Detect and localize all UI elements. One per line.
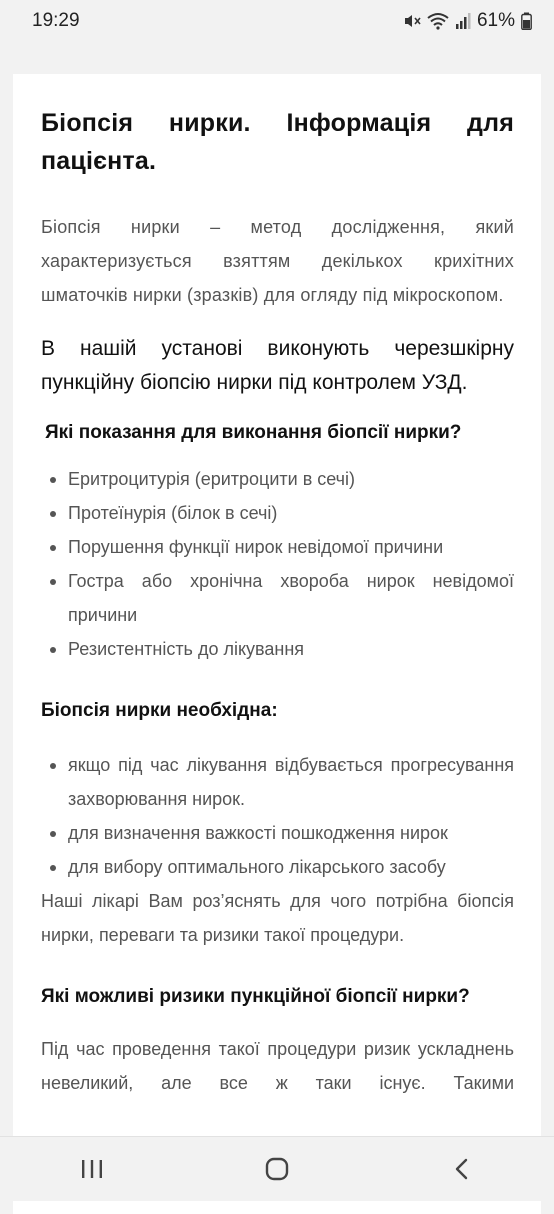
- back-icon: [452, 1157, 472, 1181]
- list-item: для визначення важкості пошкодження нирок: [41, 816, 514, 850]
- list-item: якщо під час лікування відбувається прогресування захворювання нирок.: [41, 748, 514, 816]
- list-item: Гостра або хронічна хвороба нирок невідомої причини: [41, 564, 514, 632]
- recent-apps-icon: [80, 1158, 104, 1180]
- necessary-heading: Біопсія нирки необхідна:: [41, 700, 278, 721]
- intro-paragraph: Біопсія нирки – метод дослідження, який характеризується взяттям декількох крихітних шматочків нирки (зразків) для огляду під мікроскопом.: [41, 217, 514, 305]
- list-item: для вибору оптимального лікарського засобу: [41, 850, 514, 884]
- risks-heading: Які можливі ризики пункційної біопсії нирки?: [41, 986, 470, 1007]
- mute-icon: [403, 12, 421, 30]
- doctors-paragraph: Наші лікарі Вам роз’яснять для чого потрібна біопсія нирки, переваги та ризики такої процедури.: [41, 891, 514, 945]
- lead-paragraph: В нашій установі виконують черезшкірну пункційну біопсію нирки під контролем УЗД.: [41, 337, 514, 394]
- back-button[interactable]: [422, 1137, 502, 1201]
- status-bar: [0, 0, 554, 42]
- battery-level: 61%: [476, 10, 515, 31]
- signal-icon: [455, 12, 471, 30]
- status-time: 19:29: [32, 10, 80, 31]
- battery-icon: [521, 12, 532, 30]
- indications-heading: Які показання для виконання біопсії нирки?: [45, 422, 462, 443]
- necessary-list: [41, 748, 514, 884]
- indications-list: [41, 462, 514, 666]
- article-title: Біопсія нирки. Інформація для пацієнта.: [41, 109, 514, 175]
- list-item: Еритроцитурія (еритроцити в сечі): [41, 462, 514, 496]
- status-icons: [403, 10, 532, 32]
- home-icon: [264, 1156, 290, 1182]
- list-item: Порушення функції нирок невідомої причини: [41, 530, 514, 564]
- list-item: Резистентність до лікування: [41, 632, 514, 666]
- list-item: Протеїнурія (білок в сечі): [41, 496, 514, 530]
- article-content: [13, 74, 541, 1100]
- article-card: [13, 74, 541, 1214]
- risks-paragraph: Під час проведення такої процедури ризик ускладнень невеликий, але все ж таки існує. Такими: [41, 1039, 514, 1093]
- recent-apps-button[interactable]: [52, 1137, 132, 1201]
- wifi-icon: [427, 12, 449, 30]
- home-button[interactable]: [237, 1137, 317, 1201]
- navigation-bar: [0, 1136, 554, 1201]
